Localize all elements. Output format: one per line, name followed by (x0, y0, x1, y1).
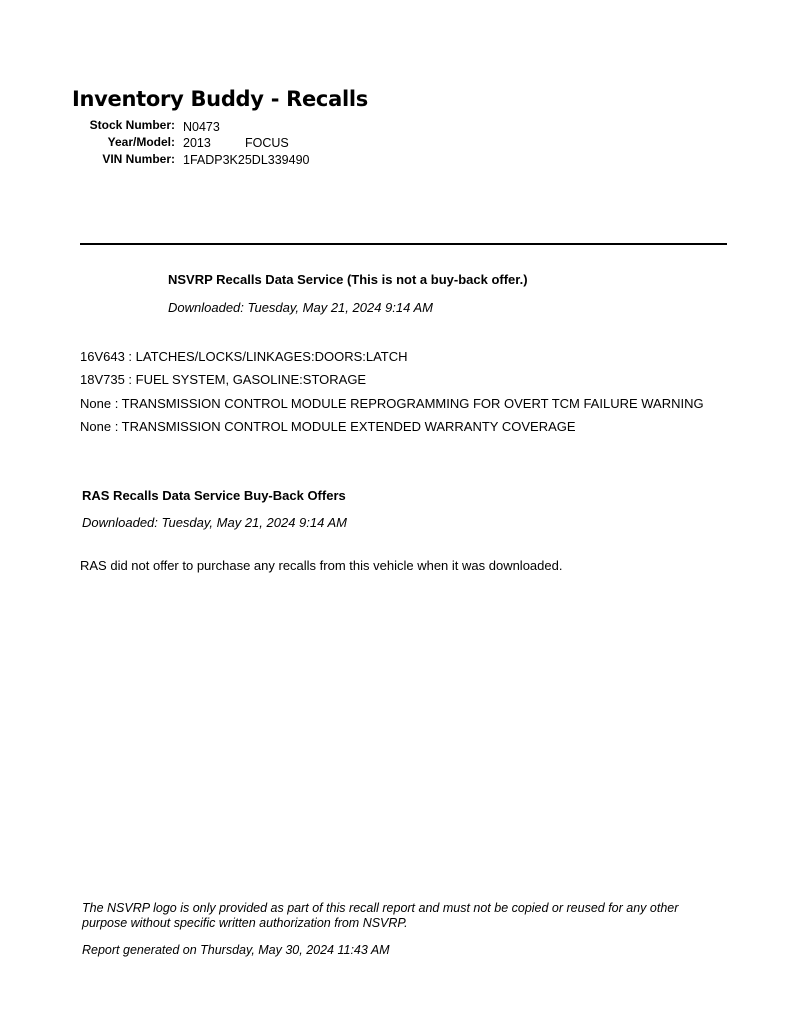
report-title: Inventory Buddy - Recalls (72, 87, 368, 111)
ras-downloaded: Downloaded: Tuesday, May 21, 2024 9:14 AM (82, 515, 347, 530)
vin-number-label: VIN Number: (102, 152, 175, 166)
recall-item: None : TRANSMISSION CONTROL MODULE REPROGRAMMING FOR OVERT TCM FAILURE WARNING (80, 396, 704, 411)
nsvrp-heading: NSVRP Recalls Data Service (This is not a buy-back offer.) (168, 272, 528, 287)
logo-disclaimer: The NSVRP logo is only provided as part of this recall report and must not be copied or reused for any other purpose without specific written authorization from NSVRP. (82, 901, 679, 930)
ras-heading: RAS Recalls Data Service Buy-Back Offers (82, 488, 346, 503)
stock-number-value: N0473 (183, 120, 220, 134)
recall-item: None : TRANSMISSION CONTROL MODULE EXTENDED WARRANTY COVERAGE (80, 419, 576, 434)
year-model-label: Year/Model: (107, 135, 175, 149)
report-generated: Report generated on Thursday, May 30, 2024 11:43 AM (82, 943, 390, 957)
recall-item: 18V735 : FUEL SYSTEM, GASOLINE:STORAGE (80, 372, 367, 387)
nsvrp-downloaded: Downloaded: Tuesday, May 21, 2024 9:14 AM (168, 300, 433, 315)
model-value: FOCUS (245, 136, 289, 150)
ras-message: RAS did not offer to purchase any recalls from this vehicle when it was downloaded. (80, 558, 563, 573)
vin-number-value: 1FADP3K25DL339490 (183, 153, 310, 167)
recall-item: 16V643 : LATCHES/LOCKS/LINKAGES:DOORS:LATCH (80, 349, 408, 364)
year-value: 2013 (183, 136, 211, 150)
section-divider (80, 243, 727, 245)
stock-number-label: Stock Number: (89, 118, 175, 132)
